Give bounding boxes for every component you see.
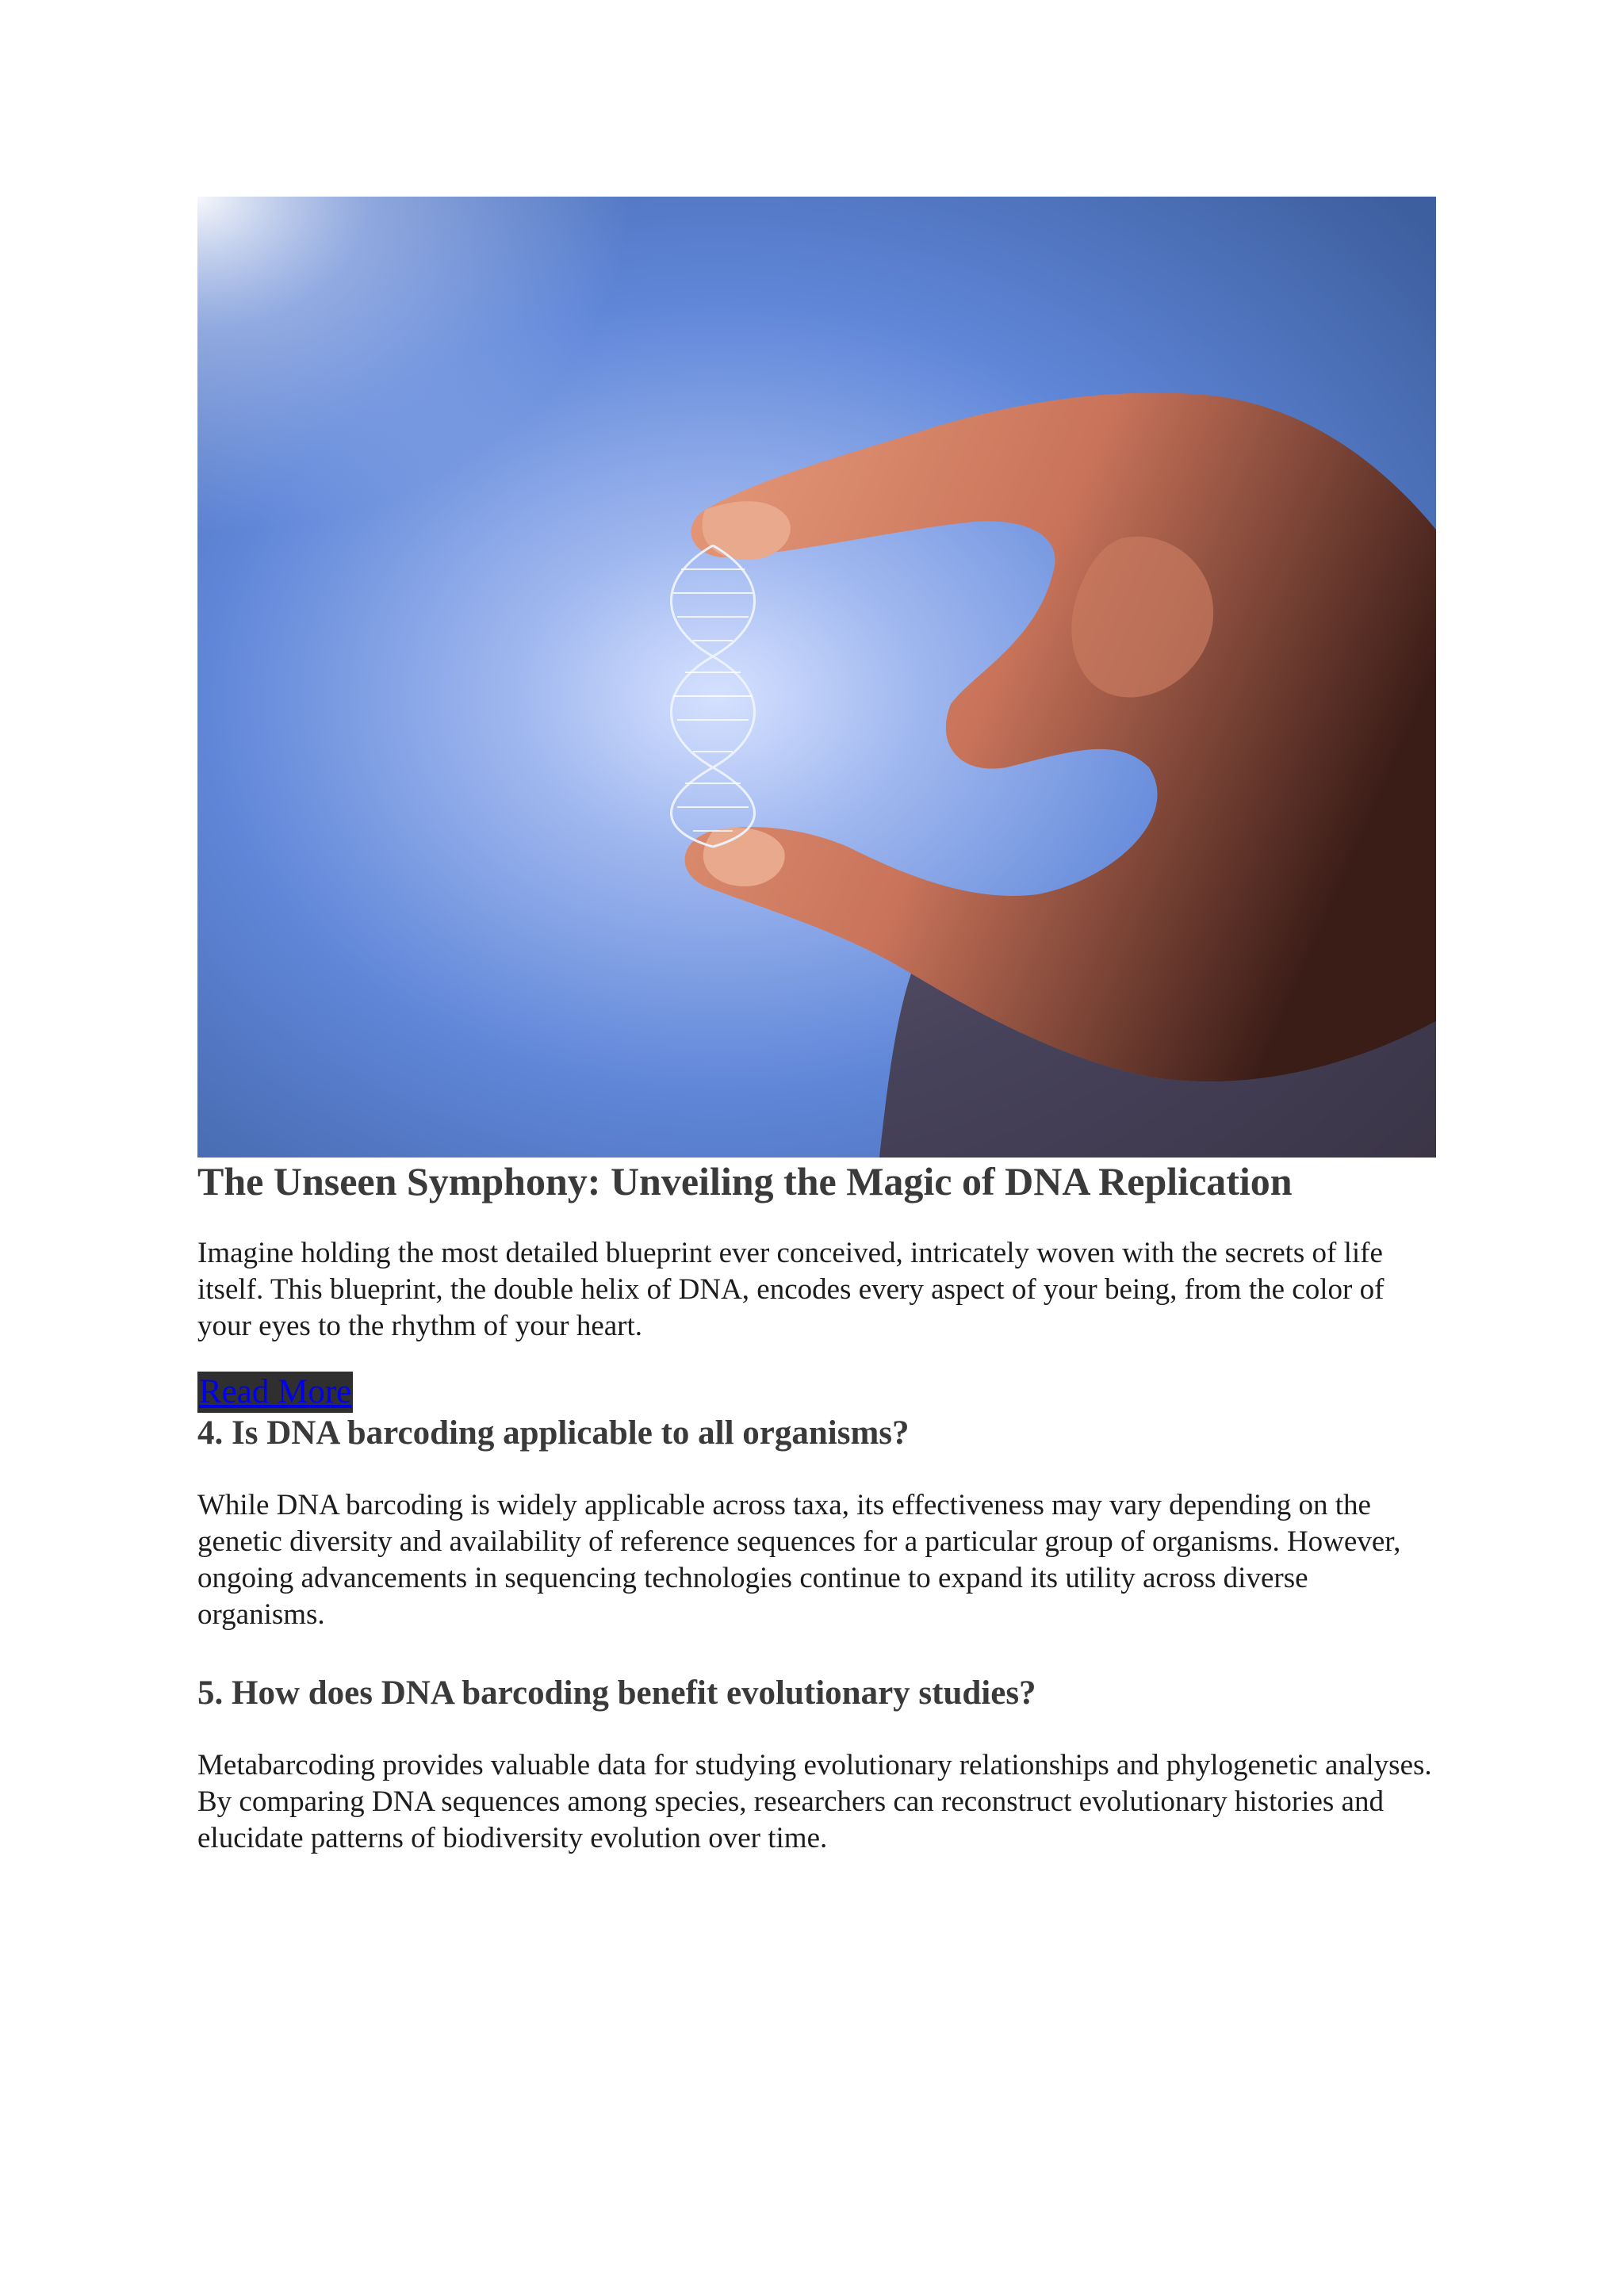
article-title: The Unseen Symphony: Unveiling the Magic of DNA Replication [197,1159,1293,1203]
article-intro: Imagine holding the most detailed blueprint ever conceived, intricately woven with the secrets of life itself. This blueprint, the double helix of DNA, encodes every aspect of your being, from the color of your eyes to the rhythm of your heart. [197,1237,1385,1342]
faq-question-4: 4. Is DNA barcoding applicable to all organisms? [197,1414,910,1452]
faq-answer-4: While DNA barcoding is widely applicable across taxa, its effectiveness may vary depending on the genetic diversity and availability of reference sequences for a particular group of organisms. However, ongoing advancements in sequencing technologies continue to expand its utility across diverse organisms. [197,1489,1401,1631]
faq-answer-5: Metabarcoding provides valuable data for studying evolutionary relationships and phylogenetic analyses. By comparing DNA sequences among species, researchers can reconstruct evolutionary histories and elucidate patterns of biodiversity evolution over time. [197,1749,1432,1854]
faq-question-5: 5. How does DNA barcoding benefit evolutionary studies? [197,1674,1036,1712]
article-page [197,197,1436,1857]
dna-hand-image [197,197,1436,1158]
read-more-link[interactable]: Read More [197,1372,353,1413]
